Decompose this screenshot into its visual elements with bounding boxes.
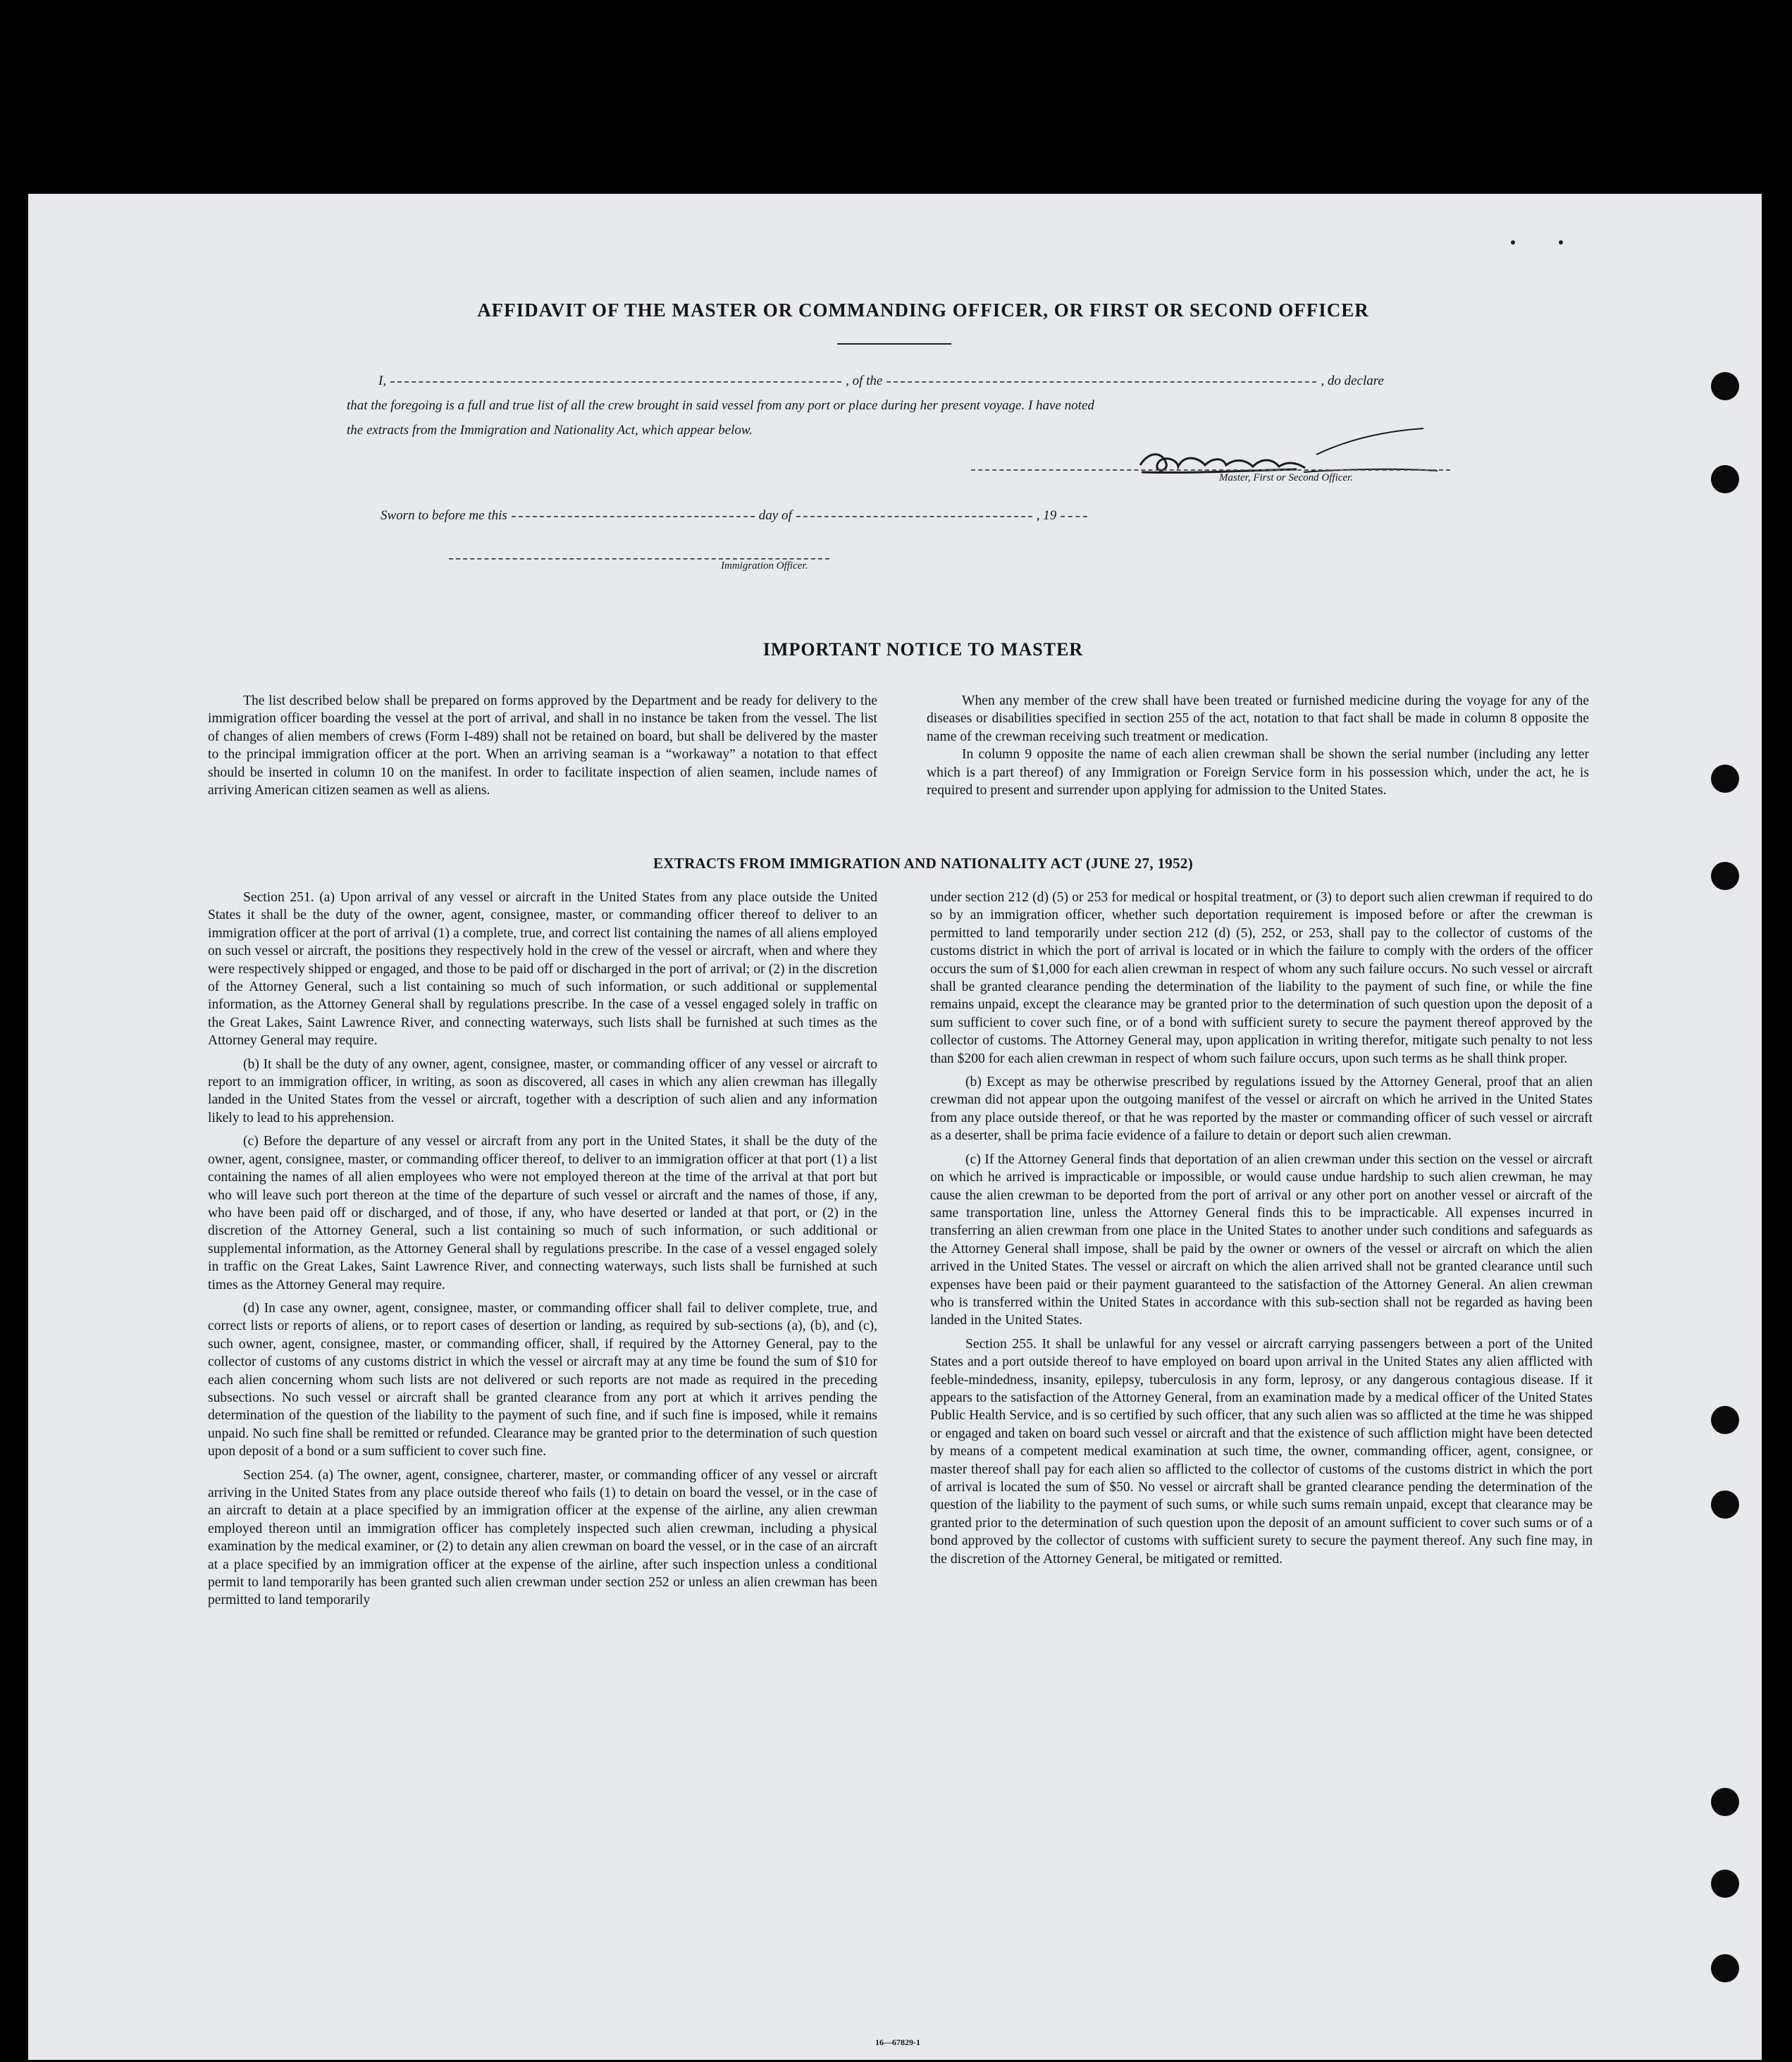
affidavit-title: AFFIDAVIT OF THE MASTER OR COMMANDING OFFICER, OR FIRST OR SECOND OFFICER (477, 300, 1369, 321)
binder-hole (1711, 1870, 1739, 1898)
notice-title: IMPORTANT NOTICE TO MASTER (762, 639, 1084, 660)
binder-hole (1711, 465, 1739, 493)
extracts-title: EXTRACTS FROM IMMIGRATION AND NATIONALITY ACT (JUNE 27, 1952) (653, 855, 1193, 872)
section-254a-continued: under section 212 (d) (5) or 253 for medical or hospital treatment, or (3) to deport such alien crewman if required to do so by an immigration officer, whether such deportation requirement is imposed before or after the crewman is permitted to land temporarily under section 212 (d) (5), 252, or 253, shall pay to the collector of customs of the customs district in which the port of arrival is located or in which the failure to comply with the orders of the officer occurs the sum of $1,000 for each alien crewman in respect of whom any such failure occurs. No such vessel or aircraft shall be granted clearance pending the determination of the liability to the payment of such fine, or while the fine remains unpaid, except the clearance may be granted prior to the determination of such question upon the deposit of a sum sufficient to cover such fine, or of a bond with sufficient surety to secure the payment thereof approved by the collector of customs. The Attorney General may, upon application in writing therefor, mitigate such penalty to not less than $200 for each alien crewman in respect of whom such failure occurs, upon such terms as he shall think proper. (930, 890, 1593, 1066)
title-underline (837, 343, 951, 345)
notice-left-column (208, 692, 877, 799)
immigration-officer-line (449, 558, 829, 560)
notice-right-paragraph-1: When any member of the crew shall have been treated or furnished medicine during the voyage for any of the diseases or disabilities specified in section 255 of the act, notation to that fact shall be made in column 8 opposite the name of the crewman receiving such treatment or medication. (927, 693, 1589, 744)
section-254b: (b) Except as may be otherwise prescribed by regulations issued by the Attorney General, proof that an alien crewman did not appear upon the outgoing manifest of the vessel or aircraft on which he arrived in the United States from any place outside thereof, or that he was reported by the master or commanding officer of such vessel or aircraft as a deserter, shall be prima facie evidence of a failure to detain or deport such alien crewman. (930, 1075, 1593, 1144)
section-254c: (c) If the Attorney General finds that deportation of an alien crewman under this section on the vessel or aircraft on which he arrived is impracticable or impossible, or would cause undue hardship to such alien crewman, he may cause the alien crewman to be deported from the port of arrival or any other port on another vessel or aircraft of the same transportation line, unless the Attorney General finds this to be impracticable. All expenses incurred in transferring an alien crewman from one place in the United States to another under such conditions and safeguards as the Attorney General shall impose, shall be paid by the owner or owners of the vessel or aircraft on which the alien arrived in the United States. The vessel or aircraft on which the alien arrived shall not be granted clearance until such expenses have been paid or their payment guaranteed to the satisfaction of the Attorney General. An alien crewman who is transferred within the United States in accordance with this sub-section shall not be regarded as having been landed in the United States. (930, 1152, 1593, 1328)
sworn-month-blank[interactable] (796, 516, 1032, 517)
declaration-suffix: , do declare (1321, 373, 1384, 388)
binder-hole (1711, 1490, 1739, 1519)
form-number: 16—67829-1 (875, 2037, 920, 2047)
notice-right-column (927, 692, 1589, 799)
notice-left-paragraph: The list described below shall be prepared on forms approved by the Department and be ready for delivery to the immigration officer boarding the vessel at the port of arrival, and shall in no instance be taken from the vessel. The list of changes of alien members of crews (Form I-489) shall not be retained on board, but shall be delivered by the master to the principal immigration officer at the port. When an arriving seaman is a “workaway” a notation to that effect should be inserted in column 10 on the manifest. In order to facilitate inspection of alien seamen, include names of arriving American citizen seamen as well as aliens. (208, 693, 877, 798)
notice-right-paragraph-2: In column 9 opposite the name of each alien crewman shall be shown the serial number (including any letter which is a part thereof) of any Immigration or Foreign Service form in his possession which, under the act, he is required to present and surrender upon applying for admission to the United States. (927, 747, 1589, 798)
section-255: Section 255. It shall be unlawful for any vessel or aircraft carrying passengers between a port of the United States and a port outside thereof to have employed on board upon arrival in the United States any alien afflicted with feeble-mindedness, insanity, epilepsy, tuberculosis in any form, leprosy, or any dangerous contagious disease. If it appears to the satisfaction of the Attorney General, from an examination made by a medical officer of the United States Public Health Service, and is so certified by such officer, that any such alien was so afflicted at the time he was shipped or engaged and taken on board such vessel or aircraft and that the existence of such affliction might have been detected by means of a competent medical examination at such time, the owner, commanding officer, agent, consignee, or master thereof shall pay for each alien so afflicted to the collector of customs of the customs district in which the port of arrival is located the sum of $50. No vessel or aircraft shall be granted clearance pending the determination of the question of the liability to the payment of such sums, or while such sums remain unpaid, except that clearance may be granted prior to the determination of such question upon the deposit of an amount sufficient to cover such sums or of a bond approved by the collector of customs with sufficient surety to secure the payment thereof. Any such fine may, in the discretion of the Attorney General, be mitigated or remitted. (930, 1336, 1593, 1567)
handwritten-signature (1127, 423, 1480, 500)
binder-hole (1711, 862, 1739, 890)
declaration-mid: , of the (846, 373, 883, 388)
declaration-line-3: the extracts from the Immigration and Nationality Act, which appear below. (347, 423, 753, 438)
immigration-officer-caption: Immigration Officer. (721, 560, 808, 572)
speck-mark (1559, 240, 1563, 245)
declaration-line-1 (378, 373, 1478, 389)
sworn-prefix: Sworn to before me this (381, 508, 507, 523)
binder-hole (1711, 1406, 1739, 1434)
sworn-day-blank[interactable] (512, 516, 755, 517)
section-251c: (c) Before the departure of any vessel or aircraft from any port in the United States, it shall be the duty of the owner, agent, consignee, master, or commanding officer thereof, to deliver to an immigration officer at that port (1) a list containing the names of all alien employees who were not employed thereon at the time of the arrival at that port but who will leave such port thereon at the time of the departure of such vessel or aircraft and the names of those, if any, who have been paid off or discharged, and of those, if any, who have deserted or landed at that port, or (2) in the discretion of the Attorney General, such a list containing so much of such information, or such additional or supplemental information, as the Attorney General shall by regulations prescribe. In the case of a vessel engaged solely in traffic on the Great Lakes, Saint Lawrence River, and connecting waterways, such lists shall be furnished at such times as the Attorney General may require. (208, 1134, 877, 1292)
binder-hole (1711, 372, 1739, 400)
binder-hole (1711, 765, 1739, 793)
name-blank[interactable] (390, 381, 841, 383)
binder-hole (1711, 1954, 1739, 1982)
speck-mark (1511, 240, 1515, 245)
sworn-mid: day of (758, 508, 792, 523)
signature-line (971, 469, 1450, 471)
vessel-blank[interactable] (886, 381, 1316, 383)
sworn-suffix: , 19 (1036, 508, 1057, 523)
section-254a: Section 254. (a) The owner, agent, consignee, charterer, master, or commanding officer of any vessel or aircraft arriving in the United States from any place outside thereof who fails (1) to detain on board the vessel, or in the case of an aircraft to detain at a place specified by an immigration officer at the expense of the airline, any alien crewman employed thereon until an immigration officer has completely inspected such alien crewman, including a physical examination by the medical examiner, or (2) to detain any alien crewman on board the vessel, or in the case of an aircraft at a place specified by an immigration officer at the expense of the airline, after such inspection unless a conditional permit to land temporarily has been granted such alien crewman under section 252 or unless an alien crewman has been permitted to land temporarily (208, 1467, 877, 1608)
extracts-right-column (930, 889, 1593, 1568)
binder-hole (1711, 1788, 1739, 1816)
section-251b: (b) It shall be the duty of any owner, agent, consignee, master, or commanding officer of any vessel or aircraft to report to an immigration officer, in writing, as soon as discovered, all cases in which any alien crewman has illegally landed in the United States from the vessel or aircraft, together with a description of such alien and any information likely to lead to his apprehension. (208, 1056, 877, 1125)
sworn-line (381, 508, 1226, 524)
section-251d: (d) In case any owner, agent, consignee, master, or commanding officer shall fail to deliver complete, true, and correct lists or reports of aliens, or to report cases of desertion or landing, as required by sub-sections (a), (b), and (c), such owner, agent, consignee, master, or commanding officer, shall, if required by the Attorney General, pay to the collector of customs of any customs district in which the vessel or aircraft may at any time be found the sum of $10 for each alien concerning whom such lists are not delivered or such reports are not made as required in the preceding subsections. No such vessel or aircraft shall be granted clearance from any port at which it arrives pending the determination of the question of the liability to the payment of such fine, and if such fine is imposed, while it remains unpaid. No such fine shall be remitted or refunded. Clearance may be granted prior to the determination of such question upon deposit of a bond or a sum sufficient to cover such fine. (208, 1300, 877, 1459)
section-251a: Section 251. (a) Upon arrival of any vessel or aircraft in the United States from any place outside the United States it shall be the duty of the owner, agent, consignee, master, or commanding officer thereof to deliver to an immigration officer at the port of arrival (1) a complete, true, and correct list containing the names of all aliens employed on such vessel or aircraft, the positions they respectively hold in the crew of the vessel or aircraft, when and where they were respectively shipped or engaged, and those to be paid off or discharged in the port of arrival; or (2) in the discretion of the Attorney General, such a list containing so much of such information, or such additional or supplemental information, as the Attorney General shall by regulations prescribe. In the case of a vessel engaged solely in traffic on the Great Lakes, Saint Lawrence River, and connecting waterways, such lists shall be furnished at such times as the Attorney General may require. (208, 890, 877, 1049)
document-page (28, 194, 1762, 2060)
sworn-year-blank[interactable] (1061, 516, 1087, 517)
extracts-left-column (208, 889, 877, 1610)
signature-caption: Master, First or Second Officer. (1219, 472, 1353, 483)
declaration-line-2: that the foregoing is a full and true list of all the crew brought in said vessel from any port or place during her present voyage. I have noted (347, 398, 1094, 413)
declaration-prefix: I, (378, 373, 387, 388)
